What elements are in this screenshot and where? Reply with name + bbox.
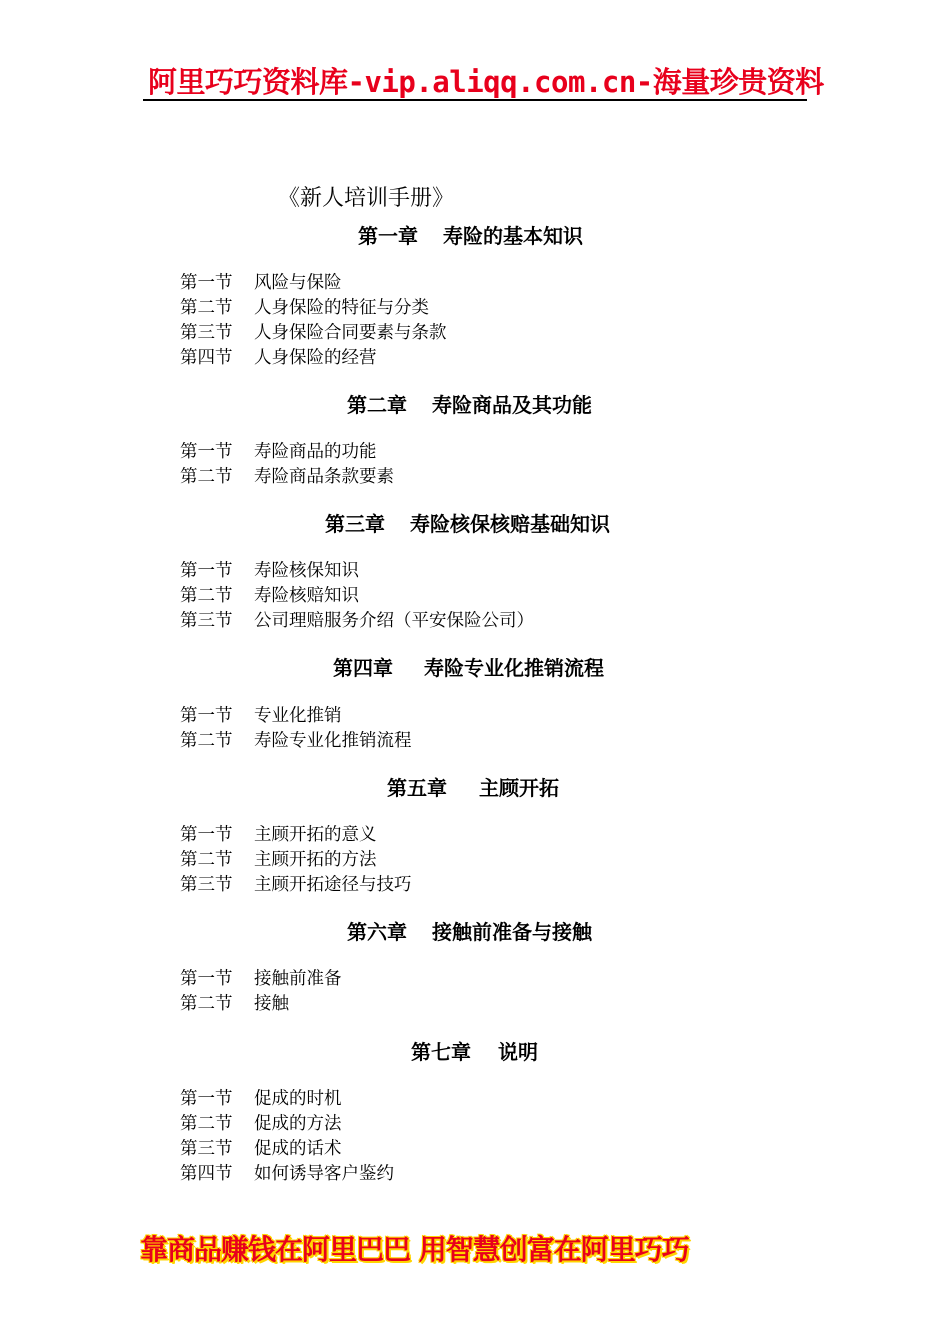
chapter-title: 主顾开拓 <box>479 776 559 800</box>
section-item <box>180 967 342 992</box>
section-number: 第一节 <box>180 706 233 726</box>
section-item <box>180 729 412 754</box>
section-title: 寿险专业化推销流程 <box>254 731 412 751</box>
section-item <box>180 440 377 465</box>
section-item <box>180 271 342 296</box>
section-item <box>180 1087 342 1112</box>
section-title: 风险与保险 <box>254 273 342 293</box>
section-item <box>180 1137 342 1162</box>
chapter-title: 说明 <box>498 1040 538 1064</box>
section-item <box>180 465 394 490</box>
section-item <box>180 1162 394 1187</box>
section-number: 第三节 <box>180 611 233 631</box>
chapter-number: 第一章 <box>358 224 418 248</box>
section-number: 第二节 <box>180 467 233 487</box>
section-number: 第一节 <box>180 561 233 581</box>
chapter-number: 第四章 <box>333 656 393 680</box>
section-title: 促成的话术 <box>254 1139 342 1159</box>
section-title: 寿险商品的功能 <box>254 442 377 462</box>
footer-banner: 靠商品赚钱在阿里巴巴 用智慧创富在阿里巧巧 <box>140 1233 689 1266</box>
section-number: 第三节 <box>180 323 233 343</box>
chapter-number: 第五章 <box>387 776 447 800</box>
section-item <box>180 848 377 873</box>
section-title: 人身保险合同要素与条款 <box>254 323 447 343</box>
section-title: 接触前准备 <box>254 969 342 989</box>
section-number: 第二节 <box>180 850 233 870</box>
section-number: 第二节 <box>180 298 233 318</box>
section-item <box>180 296 429 321</box>
section-number: 第二节 <box>180 731 233 751</box>
section-item <box>180 1112 342 1137</box>
section-number: 第四节 <box>180 348 233 368</box>
section-number: 第一节 <box>180 969 233 989</box>
section-title: 公司理赔服务介绍（平安保险公司） <box>254 611 534 631</box>
section-title: 专业化推销 <box>254 706 342 726</box>
section-item <box>180 873 412 898</box>
chapter-title: 寿险的基本知识 <box>443 224 583 248</box>
header-banner: 阿里巧巧资料库-vip.aliqq.com.cn-海量珍贵资料 <box>148 65 824 99</box>
section-title: 促成的时机 <box>254 1089 342 1109</box>
section-item <box>180 321 447 346</box>
chapter-number: 第六章 <box>347 920 407 944</box>
section-title: 主顾开拓的方法 <box>254 850 377 870</box>
section-item <box>180 559 359 584</box>
section-title: 人身保险的特征与分类 <box>254 298 429 318</box>
section-number: 第三节 <box>180 875 233 895</box>
section-title: 人身保险的经营 <box>254 348 377 368</box>
section-number: 第二节 <box>180 1114 233 1134</box>
section-title: 主顾开拓的意义 <box>254 825 377 845</box>
section-title: 主顾开拓途径与技巧 <box>254 875 412 895</box>
section-title: 寿险核保知识 <box>254 561 359 581</box>
chapter-title: 寿险专业化推销流程 <box>424 656 604 680</box>
section-number: 第一节 <box>180 825 233 845</box>
section-title: 如何诱导客户鉴约 <box>254 1164 394 1184</box>
section-number: 第一节 <box>180 1089 233 1109</box>
header-divider <box>143 99 807 101</box>
section-item <box>180 346 377 371</box>
document-title: 《新人培训手册》 <box>278 186 455 211</box>
section-number: 第二节 <box>180 586 233 606</box>
chapter-number: 第二章 <box>347 393 407 417</box>
section-item <box>180 704 342 729</box>
chapter-number: 第三章 <box>325 512 385 536</box>
chapter-title: 寿险核保核赔基础知识 <box>410 512 610 536</box>
section-item <box>180 823 377 848</box>
section-title: 接触 <box>254 994 289 1014</box>
section-number: 第一节 <box>180 442 233 462</box>
chapter-title: 接触前准备与接触 <box>432 920 592 944</box>
section-item <box>180 609 534 634</box>
section-number: 第四节 <box>180 1164 233 1184</box>
chapter-title: 寿险商品及其功能 <box>432 393 592 417</box>
section-number: 第二节 <box>180 994 233 1014</box>
section-number: 第三节 <box>180 1139 233 1159</box>
section-item <box>180 584 359 609</box>
section-number: 第一节 <box>180 273 233 293</box>
section-title: 促成的方法 <box>254 1114 342 1134</box>
chapter-number: 第七章 <box>411 1040 471 1064</box>
section-title: 寿险商品条款要素 <box>254 467 394 487</box>
section-item <box>180 992 289 1017</box>
section-title: 寿险核赔知识 <box>254 586 359 606</box>
